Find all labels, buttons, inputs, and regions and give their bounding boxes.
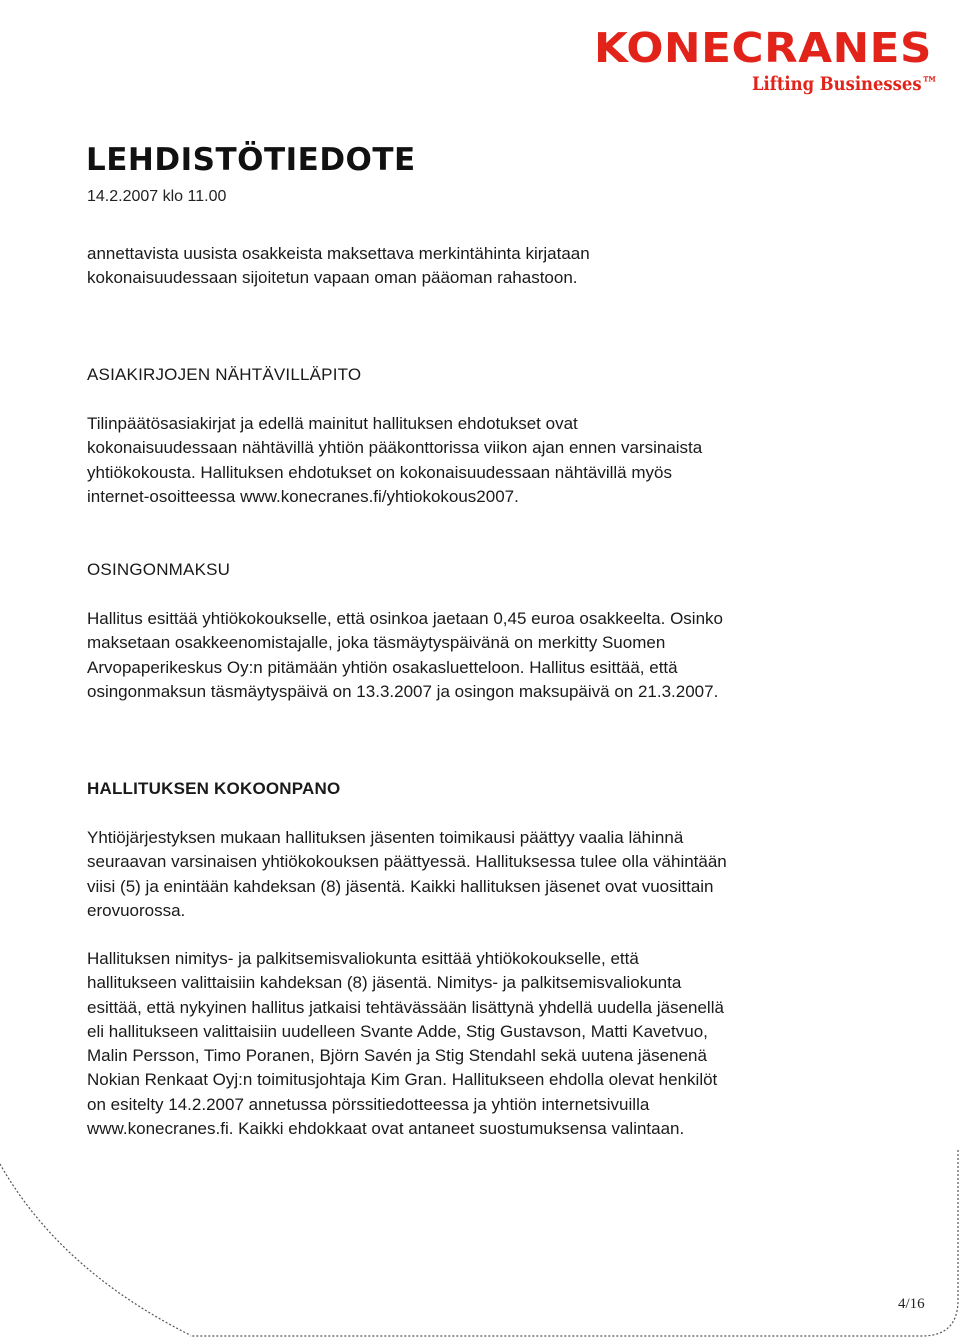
section-paragraph: Yhtiöjärjestyksen mukaan hallituksen jäsenten toimikausi päättyy vaalia lähinnä seuraavan varsinaisen yhtiökokouksen päättyessä. Hallituksessa tulee olla vähintään viisi (5) ja enintään kahdeksan (8) jäsentä. Kaikki hallituksen jäsenet ovat vuosittain erovuorossa. <box>87 828 727 920</box>
section-paragraph: Tilinpäätösasiakirjat ja edellä mainitut hallituksen ehdotukset ovat kokonaisuudessaan nähtävillä yhtiön pääkonttorissa viikon ajan ennen varsinaista yhtiökokousta. Hallituksen ehdotukset on kokonaisuudessaan nähtävillä myös internet-osoitteessa www.konecranes.fi/yhtiokokous2007. <box>87 414 703 506</box>
document-title: LEHDISTÖTIEDOTE <box>86 142 416 178</box>
intro-paragraph: annettavista uusista osakkeista maksettava merkintähinta kirjataan kokonaisuudessaan sijoitetun vapaan oman pääoman rahastoon. <box>87 244 590 288</box>
konecranes-logo <box>592 22 944 98</box>
document-date: 14.2.2007 klo 11.00 <box>87 188 227 205</box>
section-heading-asiakirjojen-nahtavillapito: ASIAKIRJOJEN NÄHTÄVILLÄPITO <box>87 365 362 384</box>
section-paragraph: Hallitus esittää yhtiökokoukselle, että osinkoa jaetaan 0,45 euroa osakkeelta. Osinko maksetaan osakkeenomistajalle, joka täsmäytyspäivänä on merkitty Suomen Arvopaperikeskus Oy:n pitämään yhtiön osakasluetteloon. Hallitus esittää, että osingonmaksun täsmäytyspäivä on 13.3.2007 ja osingon maksupäivä on 21.3.2007. <box>87 609 723 701</box>
section-heading-hallituksen-kokoonpano: HALLITUKSEN KOKOONPANO <box>87 779 341 798</box>
section-heading-osingonmaksu: OSINGONMAKSU <box>87 560 231 579</box>
logo-tagline: Lifting Businesses™ <box>752 73 938 95</box>
logo-wordmark: KONECRANES <box>594 24 932 72</box>
section-paragraph: Hallituksen nimitys- ja palkitsemisvaliokunta esittää yhtiökokoukselle, että hallitukseen valittaisiin kahdeksan (8) jäsentä. Nimitys- ja palkitsemisvaliokunta esittää, että nykyinen hallitus jatkaisi tehtävässään lisättynä yhdellä uudella jäsenellä eli hallitukseen valittaisiin uudelleen Svante Adde, Stig Gustavson, Matti Kavetvuo, Malin Persson, Timo Poranen, Björn Savén ja Stig Stendahl sekä uutena jäsenenä Nokian Renkaat Oyj:n toimitusjohtaja Kim Gran. Hallitukseen ehdolla olevat henkilöt on esitelty 14.2.2007 annetussa pörssitiedotteessa ja yhtiön internetsivuilla www.konecranes.fi. Kaikki ehdokkaat ovat antaneet suostumuksensa valintaan. <box>87 949 724 1139</box>
page-number: 4/16 <box>898 1296 925 1312</box>
page-corner-decoration <box>0 1150 960 1339</box>
